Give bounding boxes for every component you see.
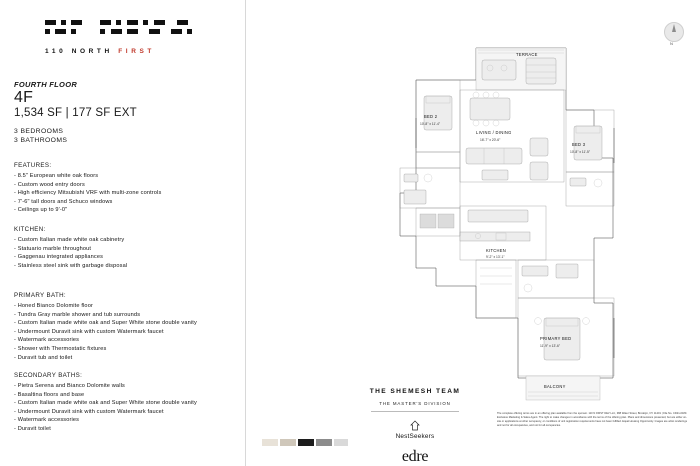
spec-item: - 8.5" European white oak floors <box>14 173 99 179</box>
compass-label: N <box>670 41 673 46</box>
room-label: TERRACE <box>516 52 538 57</box>
room-balcony <box>526 376 600 400</box>
spec-item: - Duravit toilet <box>14 425 51 432</box>
spec-item: - Undermount Duravit sink with custom Watermark faucet <box>14 328 164 335</box>
unit-area: 1,534 SF | 177 SF EXT <box>14 107 137 119</box>
swatch <box>334 439 348 446</box>
material-swatch-bar <box>262 439 348 446</box>
spec-title: FEATURES: <box>14 162 52 169</box>
spec-item: - Pietra Serena and Bianco Dolomite walls <box>14 383 125 389</box>
divider <box>371 411 459 412</box>
room-dim: 16'-7" x 20'-6" <box>480 138 501 142</box>
room-label: BALCONY <box>544 384 566 389</box>
room-bed-2 <box>400 80 460 208</box>
bedroom-count: 3 BEDROOMS <box>14 128 64 135</box>
room-terrace <box>476 48 566 90</box>
swatch <box>316 439 332 446</box>
spec-item: - Shower with Thermostatic fixtures <box>14 345 107 352</box>
division-name: THE MASTER'S DIVISION <box>379 401 451 406</box>
room-kitchen <box>460 206 546 260</box>
spec-title: PRIMARY BATH: <box>14 292 66 299</box>
swatch <box>298 439 314 446</box>
spec-item: - Ceilings up to 9'-0" <box>14 207 68 214</box>
swatch <box>262 439 278 446</box>
compass-icon <box>662 22 688 52</box>
branding-block <box>355 388 475 466</box>
spec-item: - Watermark accessories <box>14 417 80 424</box>
room-dim: 10'-8" x 11'-5" <box>570 150 591 154</box>
room-dim: 11'-9" x 13'-6" <box>540 344 561 348</box>
logo-wordmark-accent: FIRST <box>118 48 155 55</box>
spec-item: - Tundra Gray marble shower and tub surrounds <box>14 311 141 318</box>
spec-item: - Custom Italian made white oak cabinetry <box>14 237 125 243</box>
unit-number: 4F <box>14 89 34 106</box>
logo-mark <box>45 20 195 32</box>
compass-needle <box>672 24 676 32</box>
legal-disclaimer: The complete offering terms are in an offering plan available from the sponsor. 110 N FIRST DEV LLC, 388 Water Street, Brooklyn, NY 11201 | File No. CD21-0180. Exclusive Marketing & Sales Agent. The right to make changes in accordance with the terms of the offering plan. Plans and dimensions presented, but are either on-site or applications at other occupancy, or conditions of unit registration requirements have not been fulfilled. Equal Housing Opportunity. Images are artist renderings and not for all occupancies, and not for all occupancies. <box>497 412 687 427</box>
floor-plan <box>358 18 628 408</box>
entry-hall <box>416 208 516 318</box>
bathroom-count: 3 BATHROOMS <box>14 137 68 144</box>
spec-item: - Custom wood entry doors <box>14 181 85 188</box>
spec-block-features <box>14 162 234 215</box>
nest-seekers-label: NestSeekers <box>395 433 435 440</box>
spec-block-kitchen <box>14 226 234 270</box>
room-label: KITCHEN <box>486 248 507 253</box>
room-living-dining <box>460 90 564 182</box>
logo-wordmark-prefix: 110 NORTH <box>45 48 119 55</box>
team-name: THE SHEMESH TEAM <box>369 388 461 395</box>
spec-block-secondary-baths <box>14 372 234 434</box>
spec-item: - Stainless steel sink with garbage disposal <box>14 262 128 269</box>
swatch <box>280 439 296 446</box>
room-dim: 10'-8" x 11'-4" <box>420 122 441 126</box>
info-panel <box>0 0 246 466</box>
spec-item: - Undermount Duravit sink with custom Watermark faucet <box>14 408 164 415</box>
spec-item: - Watermark accessories <box>14 337 80 344</box>
spec-block-primary-bath <box>14 292 234 362</box>
nest-seekers-icon <box>409 419 421 431</box>
room-label: BED 3 <box>572 142 586 147</box>
room-primary-bed <box>518 260 614 376</box>
room-label: BED 2 <box>424 114 438 119</box>
edre-logo: edre <box>401 448 429 465</box>
spec-item: - Custom Italian made white oak and Super White stone double vanity <box>14 400 197 407</box>
room-label: LIVING / DINING <box>476 130 512 135</box>
spec-title: KITCHEN: <box>14 226 46 233</box>
spec-item: - Gaggenau integrated appliances <box>14 254 104 261</box>
room-label: PRIMARY BED <box>540 336 572 341</box>
spec-item: - Duravit tub and toilet <box>14 354 73 361</box>
spec-item: - Honed Bianco Dolomite floor <box>14 303 93 309</box>
room-dim: 9'-2" x 13'-1" <box>486 255 505 259</box>
spec-item: - Statuario marble throughout <box>14 245 92 252</box>
spec-title: SECONDARY BATHS: <box>14 372 83 379</box>
spec-item: - Custom Italian made white oak and Super White stone double vanity <box>14 320 197 327</box>
logo-wordmark <box>45 48 155 55</box>
spec-item: - 7'-6" tall doors and Schuco windows <box>14 198 113 205</box>
floor-label: FOURTH FLOOR <box>14 80 78 89</box>
spec-item: - High efficiency Mitsubishi VRF with multi-zone controls <box>14 190 162 197</box>
spec-item: - Basaltina floors and base <box>14 391 85 398</box>
